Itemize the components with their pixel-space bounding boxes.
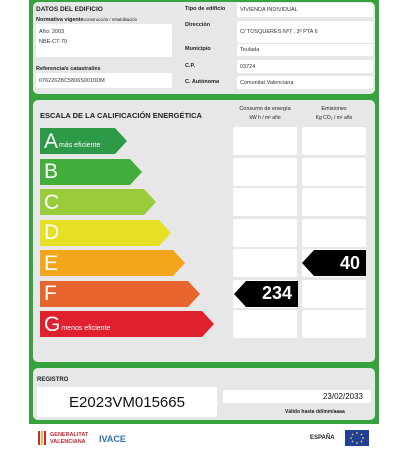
autonoma-label: C. Autónoma (185, 79, 220, 85)
consumo-column-title: Consumo de energía (239, 106, 291, 112)
registro-title: REGISTRO (37, 377, 69, 383)
energy-class-arrow-f (40, 281, 200, 307)
consumo-indicator: 234 (234, 281, 298, 307)
footer-logos (29, 424, 379, 450)
energy-class-letter: G (44, 312, 61, 336)
consumo-cell-d (233, 219, 297, 247)
energy-class-arrow-a (40, 128, 127, 154)
eu-flag-icon (345, 430, 369, 446)
municipio-value: Teulada (237, 44, 373, 56)
normativa-label: Normativa vigente (36, 17, 84, 23)
emisiones-cell-f (302, 280, 366, 308)
gva-logo-icon (37, 430, 47, 446)
registro-panel (33, 368, 375, 420)
tipo-label: Tipo de edificio (185, 6, 226, 12)
emisiones-cell-c (302, 188, 366, 216)
gva-line2: VALENCIANA (50, 439, 86, 445)
scale-section-title: ESCALA DE LA CALIFICACIÓN ENERGÉTICA (40, 111, 202, 120)
ivace-logo: IVACE (99, 434, 126, 444)
energy-class-caption: más eficiente (59, 141, 101, 149)
normativa-value-box (36, 24, 172, 57)
energy-class-letter: D (44, 221, 60, 244)
emisiones-cell-b (302, 158, 366, 186)
registro-number: E2023VM015665 (37, 387, 217, 417)
emisiones-cell-d (302, 219, 366, 247)
energy-class-arrow-c (40, 189, 156, 215)
energy-class-letter: A (44, 129, 59, 153)
cp-label: C.P. (185, 63, 195, 69)
energy-class-caption: menos eficiente (61, 324, 111, 332)
referencia-value: 0762262BC5806S0010DM (36, 73, 172, 88)
cp-value: 03724 (237, 60, 373, 73)
normativa-year: Año: 2003 (39, 29, 65, 35)
consumo-cell-c (233, 188, 297, 216)
emisiones-cell-g (302, 310, 366, 338)
consumo-cell-g (233, 310, 297, 338)
energy-class-arrow-g (40, 311, 214, 337)
normativa-code: NBE-CT-79 (39, 39, 68, 45)
building-data-panel (33, 2, 375, 94)
gva-line1: GENERALITAT (50, 432, 89, 438)
consumo-cell-a (233, 127, 297, 155)
emisiones-column-title: Emisiones (321, 106, 347, 112)
direccion-label: Dirección (185, 22, 211, 28)
consumo-column-unit: kW h / m² año (249, 115, 281, 121)
energy-class-arrow-b (40, 159, 142, 185)
consumo-cell-e (233, 249, 297, 277)
normativa-sub-label: construcción / rehabilitación (84, 17, 138, 22)
emisiones-column-unit: Kg CO₂ / m² año (315, 115, 353, 121)
energy-class-letter: F (44, 282, 57, 305)
direccion-value: C/ TOSQUERES Nº7 , 3º PTA 6 (237, 21, 373, 43)
autonoma-value: Comunitat Valenciana (237, 76, 373, 89)
energy-class-letter: B (44, 160, 59, 183)
tipo-value: VIVIENDA INDIVIDUAL (237, 3, 373, 17)
consumo-cell-b (233, 158, 297, 186)
emisiones-cell-a (302, 127, 366, 155)
energy-class-arrow-e (40, 250, 185, 276)
energy-class-arrow-d (40, 220, 171, 246)
municipio-label: Municipio (185, 46, 211, 52)
emisiones-indicator: 40 (302, 250, 366, 276)
building-section-title: DATOS DEL EDIFICIO (36, 6, 103, 13)
registro-date: 23/02/2033 (223, 390, 371, 403)
registro-valid-label: Válido hasta dd/mm/aaaa (285, 409, 345, 415)
referencia-label: Referencia/s catastral/es (36, 66, 101, 72)
energy-class-letter: E (44, 251, 59, 275)
energy-class-letter: C (44, 190, 60, 214)
espana-label: ESPAÑA (310, 435, 335, 441)
